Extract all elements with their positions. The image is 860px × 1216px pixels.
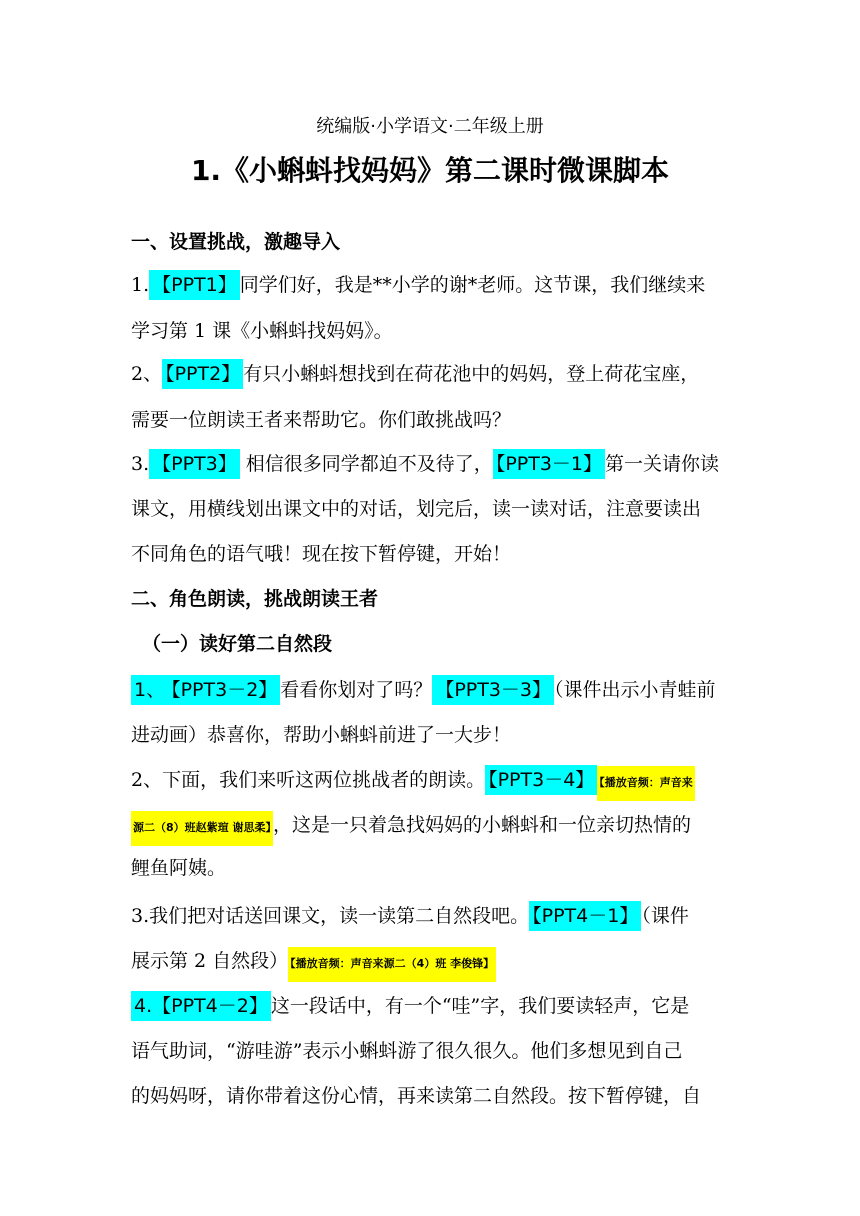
paragraph-line — [131, 897, 689, 935]
paragraph-line — [131, 761, 695, 802]
ppt-tag: 【PPT3－1】 — [493, 449, 605, 479]
paragraph-text: 第一关请你读 — [605, 453, 720, 475]
list-number: 3. — [131, 453, 150, 475]
paragraph-line — [131, 942, 496, 983]
section-heading-1: 一、设置挑战，激趣导入 — [131, 231, 341, 253]
paragraph-line — [131, 806, 691, 847]
paragraph-line: 不同角色的语气哦！现在按下暂停键，开始！ — [131, 543, 512, 565]
sub-heading: （一）读好第二自然段 — [142, 633, 333, 655]
paragraph-text: 3.我们把对话送回课文，读一读第二自然段吧。 — [131, 905, 530, 927]
paragraph-line: 鲤鱼阿姨。 — [131, 857, 227, 879]
paragraph-line: 需要一位朗读王者来帮助它。你们敢挑战吗？ — [131, 409, 512, 431]
paragraph-line — [131, 355, 699, 393]
paragraph-text: 展示第 2 自然段） — [131, 950, 289, 972]
paragraph-line — [131, 266, 705, 304]
list-number: 1、 — [131, 675, 168, 705]
paragraph-line: 进动画）恭喜你，帮助小蝌蚪前进了一大步！ — [131, 724, 512, 746]
ppt-tag: 【PPT3－4】 — [485, 765, 597, 795]
paragraph-line: 学习第 1 课《小蝌蚪找妈妈》。 — [131, 320, 393, 342]
ppt-tag: 【PPT1】 — [149, 270, 240, 300]
ppt-tag: 【PPT4－1】 — [529, 901, 641, 931]
paragraph-line: 课文，用横线划出课文中的对话，划完后，读一读对话，注意要读出 — [131, 498, 702, 520]
ppt-tag: 4.【PPT4－2】 — [131, 991, 271, 1021]
paragraph-text: （课件 — [641, 905, 689, 927]
audio-note: 【播放音频：声音来源二（4）班 李俊锋】 — [288, 947, 496, 982]
audio-note: 源二（8）班赵紫瑄 谢思柔】 — [131, 811, 273, 846]
list-number: 2、 — [131, 363, 163, 385]
paragraph-text: 同学们好，我是**小学的谢*老师。这节课，我们继续来 — [239, 274, 706, 296]
paragraph-line — [131, 987, 689, 1025]
paragraph-text: （课件出示小青蛙前 — [554, 679, 716, 701]
ppt-tag: 【PPT3－2】 — [168, 675, 280, 705]
ppt-tag: 【PPT2】 — [162, 359, 243, 389]
page-title: 1.《小蝌蚪找妈妈》第二课时微课脚本 — [190, 154, 670, 187]
paragraph-text: 有只小蝌蚪想找到在荷花池中的妈妈，登上荷花宝座， — [243, 363, 700, 385]
paragraph-line — [131, 445, 719, 483]
paragraph-line — [131, 671, 716, 709]
paragraph-text: 看看你划对了吗？ — [280, 679, 433, 701]
ppt-tag: 【PPT3－3】 — [432, 675, 554, 705]
paragraph-text: 这一段话中，有一个“哇”字，我们要读轻声，它是 — [270, 995, 690, 1017]
paragraph-text: 2、下面，我们来听这两位挑战者的朗读。 — [131, 769, 486, 791]
audio-note: 【播放音频：声音来 — [597, 766, 695, 801]
paragraph-line: 语气助词，“游哇游”表示小蝌蚪游了很久很久。他们多想见到自己 — [131, 1040, 683, 1062]
paragraph-text: 相信很多同学都迫不及待了， — [239, 453, 493, 475]
list-number: 1. — [131, 274, 150, 296]
ppt-tag: 【PPT3】 — [149, 449, 240, 479]
subtitle: 统编版·小学语文·二年级上册 — [316, 116, 544, 137]
paragraph-line: 的妈妈呀，请你带着这份心情，再来读第二自然段。按下暂停键，自 — [131, 1085, 702, 1107]
paragraph-text: ，这是一只着急找妈妈的小蝌蚪和一位亲切热情的 — [272, 814, 691, 836]
section-heading-2: 二、角色朗读，挑战朗读王者 — [131, 588, 379, 610]
